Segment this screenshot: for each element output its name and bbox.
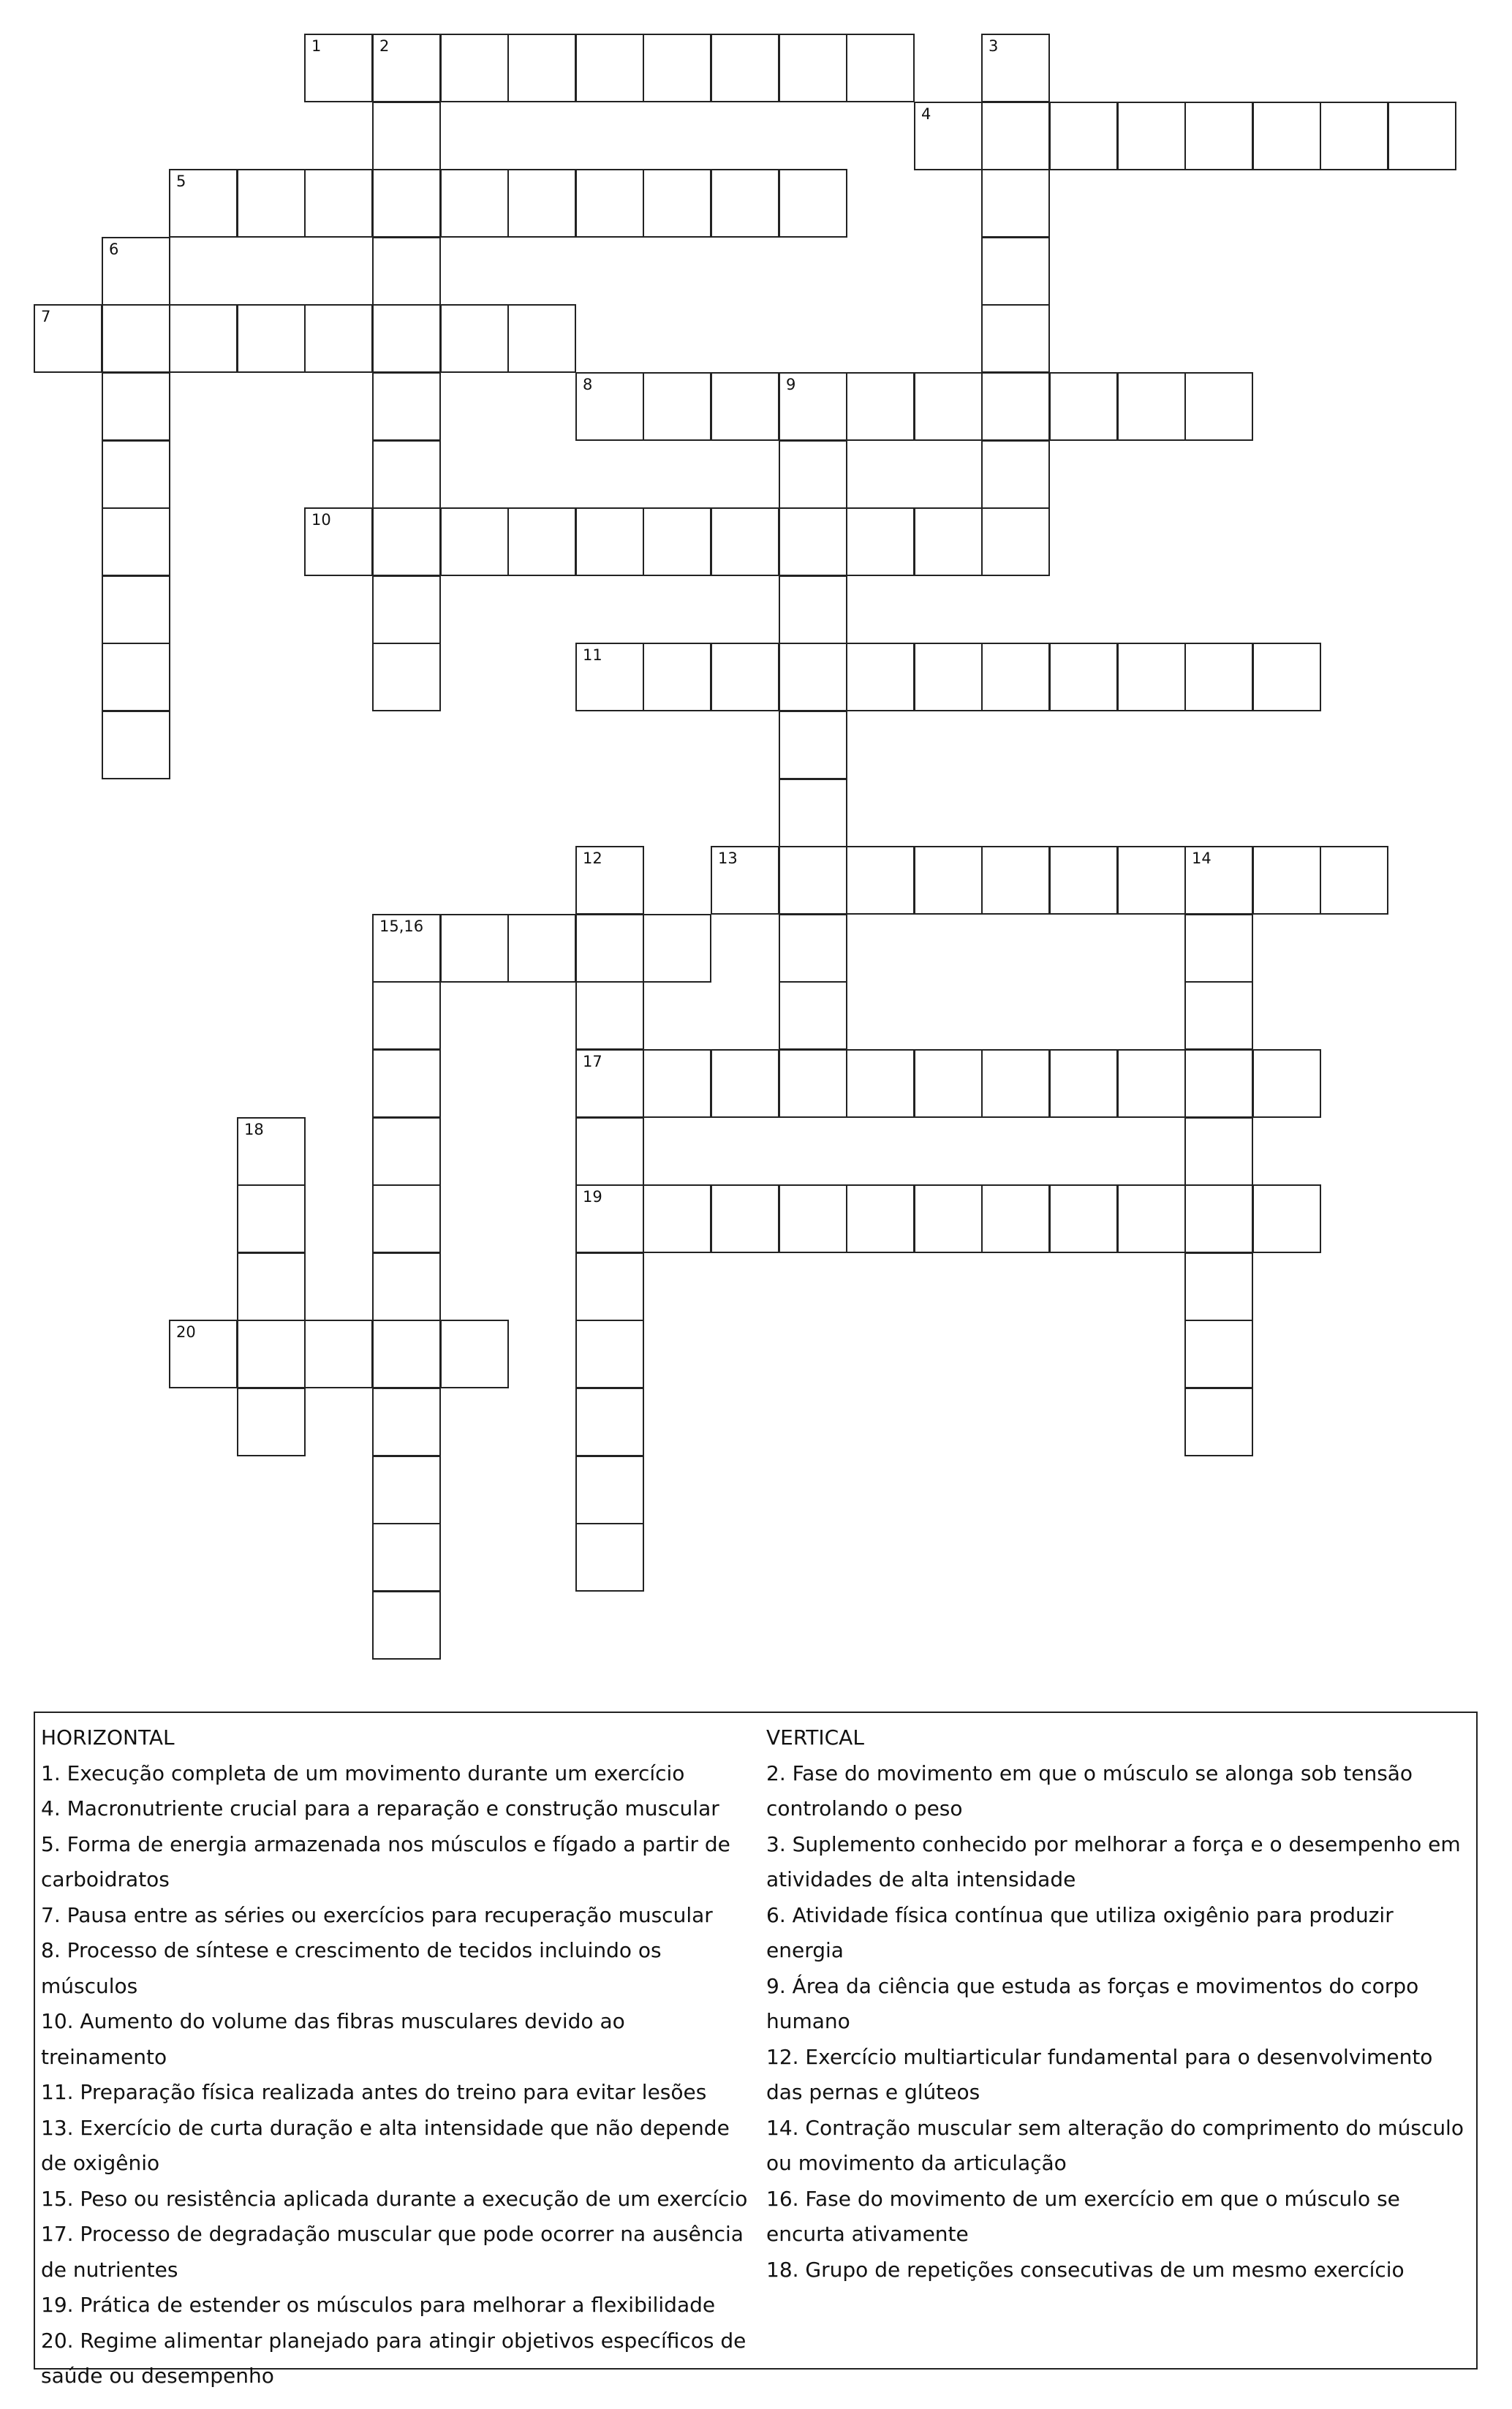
grid-cell[interactable] bbox=[981, 237, 1050, 306]
grid-cell[interactable] bbox=[575, 1117, 644, 1186]
grid-cell[interactable] bbox=[102, 440, 170, 509]
grid-cell[interactable] bbox=[372, 102, 441, 170]
horizontal-clue-list bbox=[41, 1756, 754, 2394]
grid-cell[interactable] bbox=[846, 507, 915, 576]
grid-cell[interactable] bbox=[643, 1184, 711, 1253]
grid-cell[interactable] bbox=[914, 102, 983, 170]
grid-cell[interactable] bbox=[779, 711, 847, 779]
grid-cell[interactable] bbox=[440, 507, 509, 576]
clue-item: 3. Suplemento conhecido por melhorar a força e o desempenho em atividades de alta intensidade bbox=[766, 1831, 1461, 1891]
grid-cell[interactable] bbox=[914, 507, 983, 576]
grid-cell[interactable] bbox=[1184, 914, 1253, 983]
clue-item: 6. Atividade física contínua que utiliza oxigênio para produzir energia bbox=[766, 1902, 1394, 1962]
grid-cell[interactable] bbox=[914, 1049, 983, 1118]
grid-cell[interactable] bbox=[1184, 643, 1253, 711]
clue-number: 9 bbox=[786, 376, 796, 393]
grid-cell[interactable] bbox=[372, 507, 441, 576]
grid-cell[interactable] bbox=[846, 643, 915, 711]
grid-cell[interactable] bbox=[304, 507, 373, 576]
clue-number: 1 bbox=[311, 37, 322, 55]
grid-cell[interactable] bbox=[981, 440, 1050, 509]
grid-cell[interactable] bbox=[372, 1117, 441, 1186]
grid-cell[interactable] bbox=[575, 643, 644, 711]
grid-cell[interactable] bbox=[372, 1523, 441, 1592]
grid-cell[interactable] bbox=[575, 1184, 644, 1253]
grid-cell[interactable] bbox=[643, 34, 711, 102]
grid-cell[interactable] bbox=[1049, 102, 1118, 170]
grid-cell[interactable] bbox=[846, 846, 915, 915]
grid-cell[interactable] bbox=[779, 34, 847, 102]
grid-cell[interactable] bbox=[1049, 372, 1118, 441]
grid-cell[interactable] bbox=[304, 304, 373, 373]
grid-cell[interactable] bbox=[372, 981, 441, 1050]
grid-cell[interactable] bbox=[1184, 981, 1253, 1050]
grid-cell[interactable] bbox=[372, 372, 441, 441]
grid-cell[interactable] bbox=[981, 372, 1050, 441]
grid-cell[interactable] bbox=[779, 440, 847, 509]
grid-cell[interactable] bbox=[1184, 1252, 1253, 1321]
grid-cell[interactable] bbox=[779, 643, 847, 711]
grid-cell[interactable] bbox=[372, 914, 441, 983]
grid-cell[interactable] bbox=[575, 846, 644, 915]
grid-cell[interactable] bbox=[711, 846, 779, 915]
grid-cell[interactable] bbox=[440, 304, 509, 373]
grid-cell[interactable] bbox=[102, 575, 170, 644]
clue-item: 20. Regime alimentar planejado para atingir objetivos específicos de saúde ou desempenho bbox=[41, 2328, 746, 2388]
grid-cell[interactable] bbox=[1049, 643, 1118, 711]
clue-number: 6 bbox=[109, 241, 119, 258]
grid-cell[interactable] bbox=[779, 981, 847, 1050]
grid-cell[interactable] bbox=[1117, 643, 1186, 711]
clue-item: 18. Grupo de repetições consecutivas de um mesmo exercício bbox=[766, 2257, 1405, 2282]
grid-cell[interactable] bbox=[1388, 102, 1456, 170]
grid-cell[interactable] bbox=[507, 507, 576, 576]
clue-item: 5. Forma de energia armazenada nos músculos e fígado a partir de carboidratos bbox=[41, 1831, 730, 1891]
grid-cell[interactable] bbox=[1320, 102, 1388, 170]
grid-cell[interactable] bbox=[1184, 1184, 1253, 1253]
grid-cell[interactable] bbox=[846, 34, 915, 102]
grid-cell[interactable] bbox=[981, 34, 1050, 102]
clue-number: 10 bbox=[311, 511, 331, 529]
grid-cell[interactable] bbox=[981, 169, 1050, 238]
grid-cell[interactable] bbox=[440, 914, 509, 983]
grid-cell[interactable] bbox=[575, 1388, 644, 1456]
grid-cell[interactable] bbox=[237, 1320, 306, 1388]
horizontal-clues bbox=[41, 1720, 754, 2394]
grid-cell[interactable] bbox=[711, 1049, 779, 1118]
grid-cell[interactable] bbox=[981, 507, 1050, 576]
grid-cell[interactable] bbox=[440, 169, 509, 238]
clue-number: 3 bbox=[989, 37, 999, 55]
grid-cell[interactable] bbox=[102, 643, 170, 711]
clue-number: 17 bbox=[583, 1053, 602, 1070]
grid-cell[interactable] bbox=[34, 304, 102, 373]
grid-cell[interactable] bbox=[779, 372, 847, 441]
clue-number: 15,16 bbox=[379, 918, 424, 935]
grid-cell[interactable] bbox=[237, 1184, 306, 1253]
grid-cell[interactable] bbox=[575, 1523, 644, 1592]
grid-cell[interactable] bbox=[507, 304, 576, 373]
grid-cell[interactable] bbox=[1049, 1049, 1118, 1118]
grid-cell[interactable] bbox=[575, 169, 644, 238]
grid-cell[interactable] bbox=[1320, 846, 1388, 915]
grid-cell[interactable] bbox=[237, 1388, 306, 1456]
grid-cell[interactable] bbox=[1184, 1320, 1253, 1388]
clue-number: 2 bbox=[379, 37, 390, 55]
grid-cell[interactable] bbox=[507, 169, 576, 238]
vertical-clues bbox=[766, 1720, 1472, 2288]
clue-item: 10. Aumento do volume das fibras musculares devido ao treinamento bbox=[41, 2009, 625, 2069]
grid-cell[interactable] bbox=[507, 34, 576, 102]
grid-cell[interactable] bbox=[372, 169, 441, 238]
grid-cell[interactable] bbox=[981, 643, 1050, 711]
grid-cell[interactable] bbox=[237, 1117, 306, 1186]
grid-cell[interactable] bbox=[981, 1049, 1050, 1118]
clue-item: 8. Processo de síntese e crescimento de tecidos incluindo os músculos bbox=[41, 1938, 662, 1998]
grid-cell[interactable] bbox=[575, 1456, 644, 1524]
clue-number: 11 bbox=[583, 646, 602, 664]
clue-item: 4. Macronutriente crucial para a reparação e construção muscular bbox=[41, 1796, 719, 1820]
grid-cell[interactable] bbox=[643, 372, 711, 441]
clue-item: 16. Fase do movimento de um exercício em que o músculo se encurta ativamente bbox=[766, 2186, 1400, 2246]
grid-cell[interactable] bbox=[237, 169, 306, 238]
grid-cell[interactable] bbox=[846, 1184, 915, 1253]
grid-cell[interactable] bbox=[1049, 846, 1118, 915]
clue-item: 9. Área da ciência que estuda as forças e movimentos do corpo humano bbox=[766, 1973, 1419, 2033]
clue-number: 12 bbox=[583, 850, 602, 867]
grid-cell[interactable] bbox=[779, 575, 847, 644]
grid-cell[interactable] bbox=[304, 169, 373, 238]
grid-cell[interactable] bbox=[981, 304, 1050, 373]
grid-cell[interactable] bbox=[102, 237, 170, 306]
clue-item: 2. Fase do movimento em que o músculo se alonga sob tensão controlando o peso bbox=[766, 1761, 1413, 1820]
horizontal-heading: HORIZONTAL bbox=[41, 1725, 175, 1750]
grid-cell[interactable] bbox=[1252, 643, 1321, 711]
grid-cell[interactable] bbox=[1184, 1049, 1253, 1118]
grid-cell[interactable] bbox=[711, 372, 779, 441]
vertical-clue-list bbox=[766, 1756, 1472, 2288]
grid-cell[interactable] bbox=[711, 507, 779, 576]
grid-cell[interactable] bbox=[102, 304, 170, 373]
grid-cell[interactable] bbox=[1117, 102, 1186, 170]
grid-cell[interactable] bbox=[981, 1184, 1050, 1253]
clue-number: 14 bbox=[1192, 850, 1212, 867]
grid-cell[interactable] bbox=[1117, 1184, 1186, 1253]
grid-cell[interactable] bbox=[372, 1049, 441, 1118]
grid-cell[interactable] bbox=[102, 711, 170, 779]
grid-cell[interactable] bbox=[169, 169, 238, 238]
grid-cell[interactable] bbox=[846, 372, 915, 441]
grid-cell[interactable] bbox=[575, 981, 644, 1050]
grid-cell[interactable] bbox=[575, 914, 644, 983]
clue-item: 12. Exercício multiarticular fundamental para o desenvolvimento das pernas e glúteos bbox=[766, 2044, 1433, 2104]
clue-number: 5 bbox=[176, 173, 186, 190]
grid-cell[interactable] bbox=[372, 1456, 441, 1524]
grid-cell[interactable] bbox=[846, 1049, 915, 1118]
grid-cell[interactable] bbox=[575, 34, 644, 102]
grid-cell[interactable] bbox=[711, 1184, 779, 1253]
grid-cell[interactable] bbox=[1117, 372, 1186, 441]
grid-cell[interactable] bbox=[372, 1591, 441, 1660]
grid-cell[interactable] bbox=[575, 1252, 644, 1321]
grid-cell[interactable] bbox=[779, 914, 847, 983]
clue-item: 19. Prática de estender os músculos para melhorar a flexibilidade bbox=[41, 2293, 716, 2317]
grid-cell[interactable] bbox=[711, 643, 779, 711]
grid-cell[interactable] bbox=[1184, 1117, 1253, 1186]
grid-cell[interactable] bbox=[711, 34, 779, 102]
clue-item: 17. Processo de degradação muscular que pode ocorrer na ausência de nutrientes bbox=[41, 2222, 744, 2282]
grid-cell[interactable] bbox=[1184, 372, 1253, 441]
grid-cell[interactable] bbox=[372, 643, 441, 711]
grid-cell[interactable] bbox=[440, 34, 509, 102]
grid-cell[interactable] bbox=[372, 237, 441, 306]
clue-number: 13 bbox=[718, 850, 738, 867]
grid-cell[interactable] bbox=[1117, 846, 1186, 915]
grid-cell[interactable] bbox=[1117, 1049, 1186, 1118]
grid-cell[interactable] bbox=[169, 1320, 238, 1388]
grid-cell[interactable] bbox=[372, 1320, 441, 1388]
grid-cell[interactable] bbox=[372, 34, 441, 102]
grid-cell[interactable] bbox=[779, 507, 847, 576]
grid-cell[interactable] bbox=[779, 169, 847, 238]
grid-cell[interactable] bbox=[914, 846, 983, 915]
grid-cell[interactable] bbox=[575, 1320, 644, 1388]
grid-cell[interactable] bbox=[372, 1388, 441, 1456]
grid-cell[interactable] bbox=[575, 507, 644, 576]
clue-item: 14. Contração muscular sem alteração do comprimento do músculo ou movimento da articulação bbox=[766, 2115, 1464, 2175]
grid-cell[interactable] bbox=[237, 1252, 306, 1321]
grid-cell[interactable] bbox=[372, 304, 441, 373]
grid-cell[interactable] bbox=[575, 372, 644, 441]
grid-cell[interactable] bbox=[372, 1252, 441, 1321]
grid-cell[interactable] bbox=[102, 507, 170, 576]
grid-cell[interactable] bbox=[914, 372, 983, 441]
clue-item: 15. Peso ou resistência aplicada durante a execução de um exercício bbox=[41, 2186, 748, 2211]
grid-cell[interactable] bbox=[1184, 1388, 1253, 1456]
clues-box bbox=[34, 1712, 1478, 2388]
grid-cell[interactable] bbox=[1184, 102, 1253, 170]
grid-cell[interactable] bbox=[372, 575, 441, 644]
grid-cell[interactable] bbox=[575, 1049, 644, 1118]
grid-cell[interactable] bbox=[779, 1049, 847, 1118]
grid-cell[interactable] bbox=[507, 914, 576, 983]
grid-cell[interactable] bbox=[981, 846, 1050, 915]
grid-cell[interactable] bbox=[914, 643, 983, 711]
vertical-heading: VERTICAL bbox=[766, 1725, 864, 1750]
grid-cell[interactable] bbox=[643, 169, 711, 238]
grid-cell[interactable] bbox=[169, 304, 238, 373]
grid-cell[interactable] bbox=[643, 1049, 711, 1118]
grid-cell[interactable] bbox=[643, 507, 711, 576]
grid-cell[interactable] bbox=[372, 440, 441, 509]
clue-item: 1. Execução completa de um movimento durante um exercício bbox=[41, 1761, 685, 1785]
clue-item: 11. Preparação física realizada antes do treino para evitar lesões bbox=[41, 2080, 707, 2104]
grid-cell[interactable] bbox=[779, 1184, 847, 1253]
grid-cell[interactable] bbox=[372, 1184, 441, 1253]
grid-cell[interactable] bbox=[304, 1320, 373, 1388]
grid-cell[interactable] bbox=[1049, 1184, 1118, 1253]
clue-number: 4 bbox=[921, 105, 931, 123]
clue-number: 7 bbox=[41, 308, 51, 325]
grid-cell[interactable] bbox=[1184, 846, 1253, 915]
grid-cell[interactable] bbox=[1252, 1049, 1321, 1118]
grid-cell[interactable] bbox=[1252, 1184, 1321, 1253]
grid-cell[interactable] bbox=[237, 304, 306, 373]
clue-item: 7. Pausa entre as séries ou exercícios para recuperação muscular bbox=[41, 1902, 713, 1927]
grid-cell[interactable] bbox=[304, 34, 373, 102]
grid-cell[interactable] bbox=[102, 372, 170, 441]
grid-cell[interactable] bbox=[711, 169, 779, 238]
clue-number: 18 bbox=[244, 1121, 264, 1138]
grid-cell[interactable] bbox=[1252, 102, 1321, 170]
grid-cell[interactable] bbox=[643, 643, 711, 711]
clue-number: 8 bbox=[583, 376, 593, 393]
grid-cell[interactable] bbox=[914, 1184, 983, 1253]
grid-cell[interactable] bbox=[779, 779, 847, 847]
grid-cell[interactable] bbox=[643, 914, 711, 983]
clue-number: 19 bbox=[583, 1188, 602, 1206]
grid-cell[interactable] bbox=[440, 1320, 509, 1388]
clue-item: 13. Exercício de curta duração e alta intensidade que não depende de oxigênio bbox=[41, 2115, 730, 2175]
grid-cell[interactable] bbox=[981, 102, 1050, 170]
clue-number: 20 bbox=[176, 1323, 196, 1341]
grid-cell[interactable] bbox=[779, 846, 847, 915]
grid-cell[interactable] bbox=[1252, 846, 1321, 915]
